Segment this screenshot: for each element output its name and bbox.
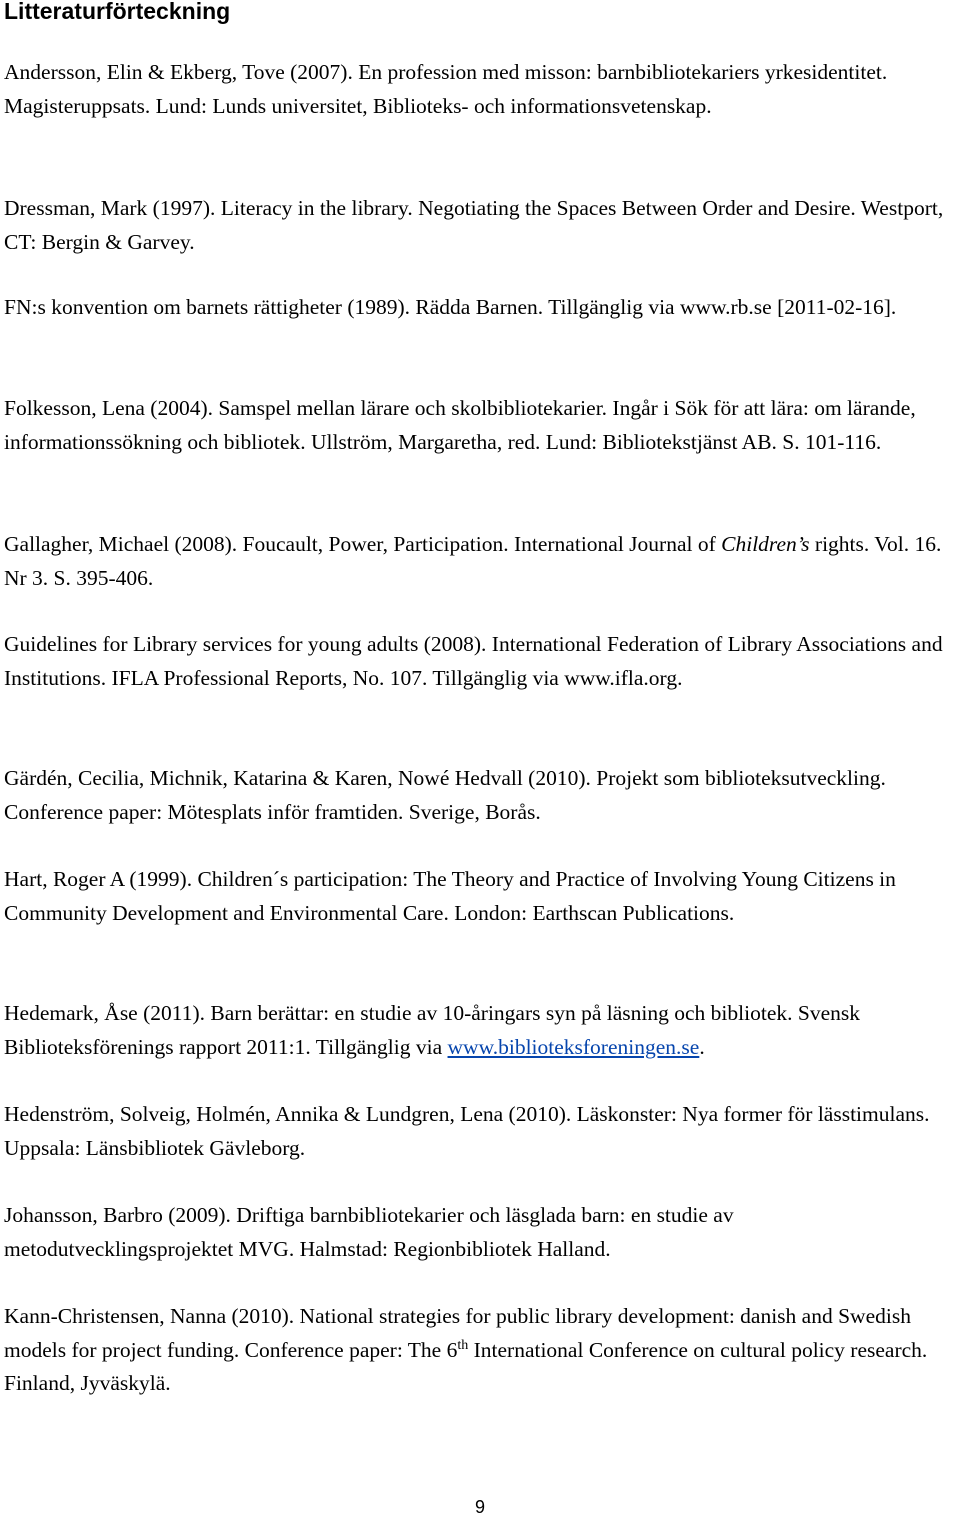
reference-kann-christensen (4, 1300, 956, 1401)
biblioteksforeningen-link[interactable]: www.biblioteksforeningen.se (447, 1034, 700, 1059)
reference-dressman: Dressman, Mark (1997). Literacy in the library. Negotiating the Spaces Between Order and Desire. Westport, CT: Bergin & Garvey. (4, 196, 944, 254)
reference-ifla-guidelines: Guidelines for Library services for young adults (2008). International Federation of Library Associations and Institutions. IFLA Professional Reports, No. 107. Tillgänglig via www.ifla.org. (4, 632, 943, 690)
reference-fn-konvention: FN:s konvention om barnets rättigheter (1989). Rädda Barnen. Tillgänglig via www.rb.se [2011-02-16]. (4, 295, 897, 319)
reference-gallagher (4, 528, 956, 595)
reference-hedemark-text: Hedemark, Åse (2011). Barn berättar: en studie av 10-åringars syn på läsning och bibliotek. Svensk Biblioteksförenings rapport 2011:1. Tillgänglig via (4, 1001, 860, 1059)
reference-gallagher-text: Gallagher, Michael (2008). Foucault, Power, Participation. International Journal of (4, 532, 722, 556)
reference-hedemark (4, 997, 956, 1064)
reference-hedenstrom: Hedenström, Solveig, Holmén, Annika & Lundgren, Lena (2010). Läskonster: Nya former för lässtimulans. Uppsala: Länsbibliotek Gävleborg. (4, 1102, 930, 1160)
reference-andersson: Andersson, Elin & Ekberg, Tove (2007). En profession med misson: barnbibliotekariers yrkesidentitet. Magisteruppsats. Lund: Lunds universitet, Biblioteks- och informationsvetenskap. (4, 60, 888, 118)
page-title: Litteraturförteckning (4, 0, 231, 24)
reference-garden: Gärdén, Cecilia, Michnik, Katarina & Karen, Nowé Hedvall (2010). Projekt som biblioteksutveckling. Conference paper: Mötesplats inför framtiden. Sverige, Borås. (4, 766, 886, 824)
page-number: 9 (474, 1497, 485, 1517)
reference-kann-christensen-tail: International Conference on cultural policy research. Finland, Jyväskylä. (4, 1337, 928, 1395)
reference-kann-christensen-text: Kann-Christensen, Nanna (2010). National strategies for public library development: danish and Swedish models for project funding. Conference paper: The 6 (4, 1304, 911, 1362)
reference-gallagher-tail: rights. Vol. 16. Nr 3. S. 395-406. (4, 532, 942, 590)
reference-johansson: Johansson, Barbro (2009). Driftiga barnbibliotekarier och läsglada barn: en studie av metodutvecklingsprojektet MVG. Halmstad: Regionbibliotek Halland. (4, 1203, 734, 1261)
reference-superscript: th (457, 1337, 469, 1353)
reference-gallagher-italic: Children’s (721, 532, 810, 556)
reference-hedemark-tail: . (699, 1034, 705, 1059)
reference-folkesson: Folkesson, Lena (2004). Samspel mellan lärare och skolbibliotekarier. Ingår i Sök för att lära: om lärande, informationssökning och bibliotek. Ullström, Margaretha, red. Lund: Bibliotekstjänst AB. S. 101-116. (4, 396, 916, 454)
reference-hart: Hart, Roger A (1999). Children´s participation: The Theory and Practice of Involving Young Citizens in Community Development and Environmental Care. London: Earthscan Publications. (4, 867, 896, 925)
